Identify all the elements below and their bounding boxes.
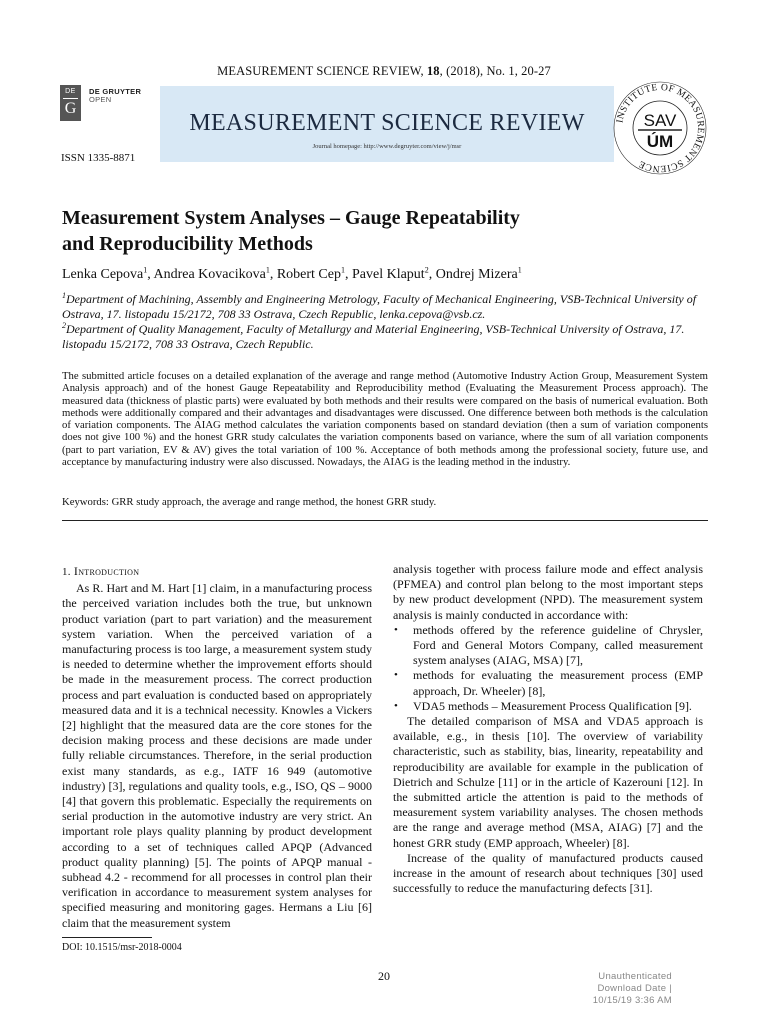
affiliation-item: $^2$Department of Quality Management, Faculty of Metallurgy and Material Engineering, VSB-Technical University of Ostrava, 17. listopadu 15/2172, 708 33 Ostrava, Czech Republic.: [62, 321, 685, 351]
issn: ISSN 1335-8871: [61, 152, 136, 164]
publisher-name-main: DE GRUYTER: [89, 87, 142, 96]
author: Andrea Kovacikova$^1$,: [153, 265, 277, 282]
affiliation-item: $^1$Department of Machining, Assembly and Engineering Metrology, Faculty of Mechanical Engineering, VSB-Technical University of Ostrava, 17. listopadu 15/2172, 708 33 Ostrava, Czech Republic, lenka.cepova@vsb.cz.: [62, 291, 697, 321]
citation-volume: 18: [426, 64, 440, 78]
seal-top-text: SAV: [643, 111, 677, 130]
journal-banner-title: MEASUREMENT SCIENCE REVIEW: [189, 110, 585, 136]
bullet-list: [393, 623, 703, 714]
right-column: [393, 562, 703, 896]
watermark-line1: Unauthenticated: [598, 971, 672, 982]
publisher-logo-letter: G: [64, 100, 77, 117]
seal-ring-text: INSTITUTE OF MEASUREMENT SCIENCE: [614, 81, 707, 175]
publisher-name: [89, 88, 141, 104]
author: Robert Cep$^1$,: [276, 265, 352, 282]
footnote-divider: [62, 937, 152, 938]
journal-homepage-link[interactable]: Journal homepage: http://www.degruyter.com/view/j/msr: [312, 143, 462, 150]
doi[interactable]: DOI: 10.1515/msr-2018-0004: [62, 942, 182, 953]
journal-citation: [0, 64, 768, 79]
publisher-name-sub: OPEN: [89, 95, 112, 104]
download-watermark: [560, 971, 672, 1007]
author: Pavel Klaput$^2$,: [351, 265, 436, 282]
author-list: [62, 267, 702, 283]
seal-bottom-text: ÚM: [646, 132, 674, 151]
citation-prefix: MEASUREMENT SCIENCE REVIEW,: [217, 64, 427, 78]
paragraph: analysis together with process failure mode and effect analysis (PFMEA) and control plan belong to the most important steps by new product development (NPD). The measurement system analysis is mainly conducted in accordance with:: [393, 562, 703, 622]
left-column: [62, 564, 372, 931]
section-heading: 1. Introduction: [62, 564, 140, 578]
institute-seal-icon: [612, 80, 708, 176]
paragraph: As R. Hart and M. Hart [1] claim, in a manufacturing process the perceived variation includes both the true, but unknown product variation (part to part variation) and the measurement system variation. When the perceived variation of a manufacturing process is too large, a measurement system study is needed to determine whether the improvement efforts should be made in the measurement process. The correct production process and part evaluation is conducted based on appropriately measured data and it is a technical necessity. Knowles a Vickers [2] highlight that the measured data are the core stones for the decision making process and these decisions are made under fully reliable circumstances. Therefore, in the serial production exist many standards, as e.g., IATF 16 949 (automotive industry) [3], regulations and quality tools, e.g., ISO, QS – 9000 [4] that govern this problematic. Especially the requirements on serial production in the automotive industry are very strict. An important role plays quality planning by product development according to a set of techniques called APQP (Advanced product quality planning) [5]. The points of APQP manual - subhead 4.2 - recommend for all processes in control plan their verification in accordance to measurement system analyses for specified measuring and monitoring gages. Hermans a Liu [6] claim that the measurement system: [62, 581, 372, 930]
affiliations: [62, 292, 710, 352]
abstract: The submitted article focuses on a detailed explanation of the average and range method (Automotive Industry Action Group, Measurement System Analysis approach) and of the honest Gauge Repeatability and Reproducibility method (Evaluating the Measurement Process approach). The measured data (thickness of plastic parts) were evaluated by both methods and their results were compared on the basis of numerical evaluation. Both methods were additionally compared and their advantages and disadvantages were discussed. One difference between both methods is the calculation of variation components. The AIAG method calculates the variation components based on standard deviation (then a sum of variation components does not give 100 %) and the honest GRR study calculates the variation components based on variance, where the sum of all variation components (part to part variation, EV & AV) gives the total variation of 100 %. Acceptance of both methods among the professional society, future use, and acceptance by manufacturing industry were also discussed. Nowadays, the AIAG is the leading method in the industry.: [62, 370, 708, 469]
publisher-logo-top: DE: [65, 88, 76, 95]
list-item: • methods for evaluating the measurement process (EMP approach, Dr. Wheeler) [8],: [394, 668, 703, 698]
paragraph: The detailed comparison of MSA and VDA5 approach is available, e.g., in thesis [10]. The overview of variability characteristic, such as stability, bias, linearity, repeatability and reproducibility are available for example in the publication of Dietrich and Schulze [11] or in the article of Kazerouni [12]. In the submitted article the attention is paid to the methods of measurement system variability analyses. The chosen methods are the range and average method (MSA, AIAG) [7] and the honest GRR study (EMP approach, Wheeler) [8].: [393, 714, 703, 850]
bullet-icon: •: [394, 669, 398, 682]
article-title-line1: Measurement System Analyses – Gauge Repeatability: [62, 207, 520, 229]
paragraph: Increase of the quality of manufactured products caused increase in the amount of research about techniques [30] used successfully to reduce the manufacturing defects [31].: [393, 850, 703, 896]
citation-suffix: , (2018), No. 1, 20-27: [439, 64, 551, 78]
keywords: Keywords: GRR study approach, the average and range method, the honest GRR study.: [62, 496, 437, 508]
section-divider: [62, 520, 708, 521]
bullet-icon: •: [394, 623, 398, 636]
author: Lenka Cepova$^1$,: [62, 265, 154, 282]
page-number: 20: [378, 969, 390, 983]
list-item: • methods offered by the reference guideline of Chrysler, Ford and General Motors Company, called measurement system analyses (AIAG, MSA) [7],: [394, 622, 703, 668]
article-title-line2: and Reproducibility Methods: [62, 233, 313, 255]
publisher-logo-divider: [63, 98, 78, 99]
author: Ondrej Mizera$^1$: [435, 265, 522, 282]
publisher-logo-icon: [60, 85, 81, 121]
article-title: [62, 205, 702, 257]
list-item: • VDA5 methods – Measurement Process Qualification [9].: [394, 698, 692, 713]
bullet-icon: •: [394, 699, 398, 712]
watermark-line2: Download Date | 10/15/19 3:36 AM: [592, 983, 672, 1006]
